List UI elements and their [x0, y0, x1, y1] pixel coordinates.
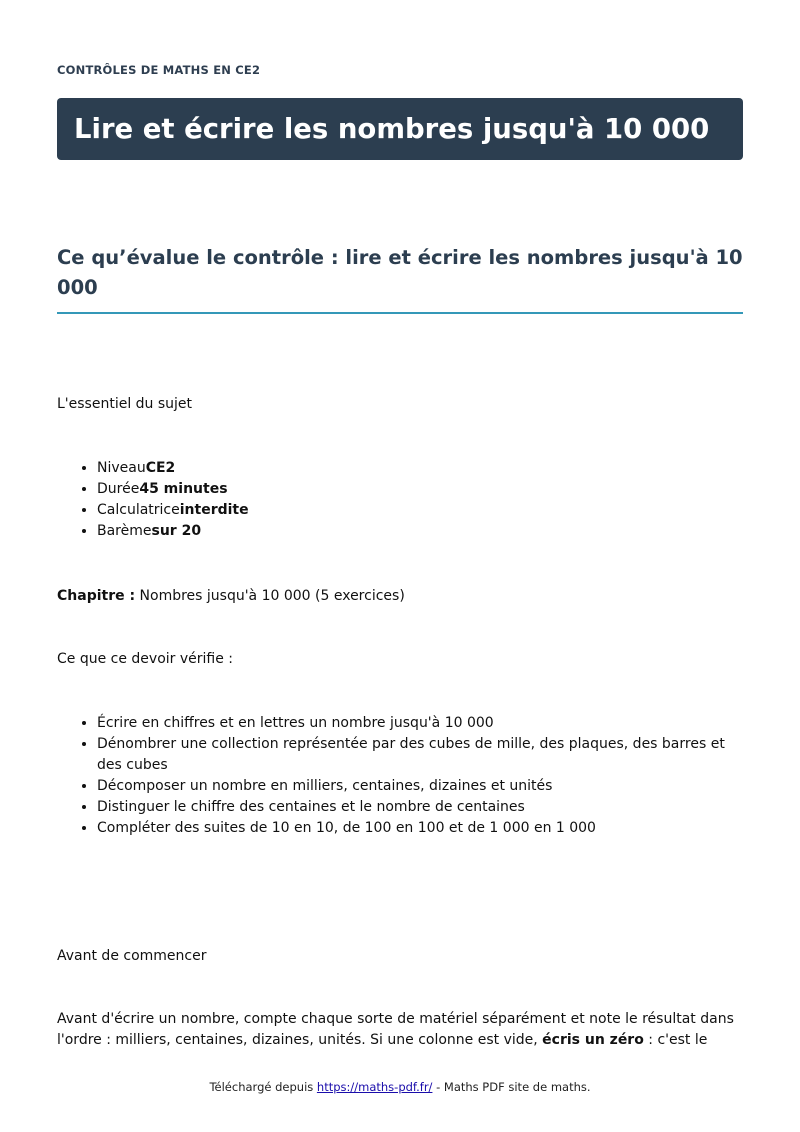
- item-value: sur 20: [151, 523, 202, 539]
- list-item: [97, 521, 743, 542]
- item-value: CE2: [145, 460, 176, 476]
- chapitre-text: Nombres jusqu'à 10 000 (5 exercices): [135, 588, 405, 604]
- list-item: • Écrire en chiffres et en lettres un nombre jusqu'à 10 000: [97, 713, 743, 734]
- list-item: • Dénombrer une collection représentée par des cubes de mille, des plaques, des barres et des cubes: [97, 734, 743, 776]
- item-value: 45 minutes: [139, 481, 228, 497]
- essentiel-heading: L'essentiel du sujet: [57, 396, 193, 412]
- footer-suffix: - Maths PDF site de maths.: [432, 1080, 591, 1094]
- document-kicker: CONTRÔLES DE MATHS EN CE2: [57, 63, 261, 77]
- verifie-heading: Ce que ce devoir vérifie :: [57, 651, 234, 667]
- list-item: [97, 458, 743, 479]
- item-value: interdite: [179, 502, 249, 518]
- list-item: [97, 479, 743, 500]
- chapitre-line: [57, 586, 405, 607]
- avant-text-bold: écris un zéro: [542, 1032, 644, 1048]
- item-label: Niveau: [97, 460, 146, 476]
- page-title: Lire et écrire les nombres jusqu'à 10 000: [74, 113, 710, 145]
- page-footer: [0, 1080, 800, 1094]
- list-item: • Distinguer le chiffre des centaines et le nombre de centaines: [97, 797, 743, 818]
- section-title: Ce qu’évalue le contrôle : lire et écrire les nombres jusqu'à 10 000: [57, 243, 743, 314]
- avant-heading: Avant de commencer: [57, 948, 207, 964]
- item-label: Calculatrice: [97, 502, 180, 518]
- item-label: Barème: [97, 523, 152, 539]
- list-item: [97, 500, 743, 521]
- item-label: Durée: [97, 481, 140, 497]
- chapitre-label: Chapitre :: [57, 588, 136, 604]
- list-item: • Décomposer un nombre en milliers, centaines, dizaines et unités: [97, 776, 743, 797]
- title-banner: [57, 98, 743, 160]
- footer-prefix: Téléchargé depuis: [209, 1080, 317, 1094]
- verifie-list: [57, 713, 743, 839]
- avant-paragraph: [57, 1009, 743, 1051]
- essentiel-list: [57, 458, 743, 542]
- list-item: • Compléter des suites de 10 en 10, de 100 en 100 et de 1 000 en 1 000: [97, 818, 743, 839]
- footer-link[interactable]: https://maths-pdf.fr/: [316, 1080, 433, 1094]
- avant-text-before: Avant d'écrire un nombre, compte chaque sorte de matériel séparément et note le résultat dans l'ordre : milliers, centaines, dizaines, unités. Si une colonne est vide,: [57, 1011, 734, 1048]
- avant-text-after: : c'est le: [643, 1032, 708, 1048]
